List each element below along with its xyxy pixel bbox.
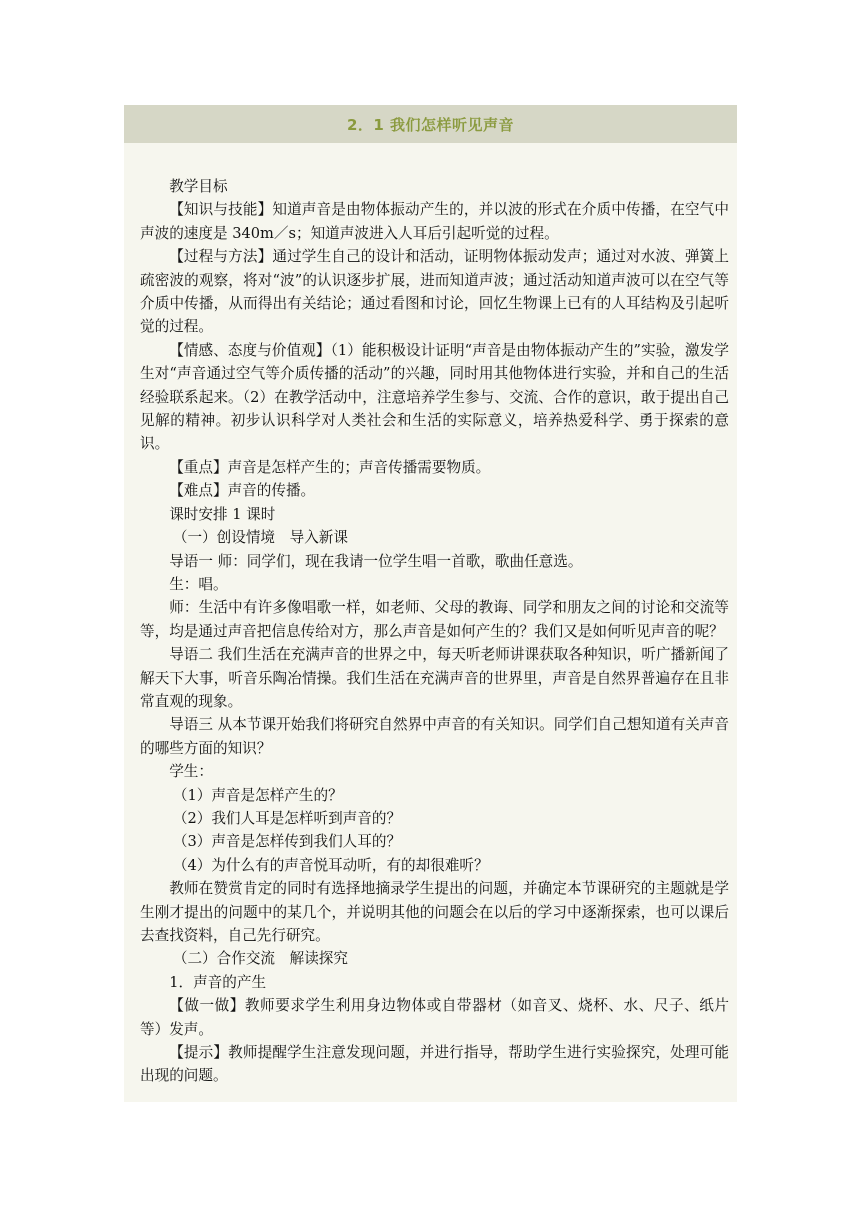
paragraph-students-label: 学生： bbox=[169, 763, 213, 781]
document-page bbox=[124, 105, 737, 1102]
subsection-heading-sound-production: 1．声音的产生 bbox=[169, 973, 267, 991]
paragraph-knowledge-skills: 【知识与技能】知道声音是由物体振动产生的，并以波的形式在介质中传播，在空气中声波的速度是 340m／s；知道声波进入人耳后引起听觉的过程。 bbox=[140, 201, 729, 242]
question-3: （3）声音是怎样传到我们人耳的？ bbox=[172, 833, 402, 851]
document-body bbox=[140, 175, 729, 1088]
paragraph-process-methods: 【过程与方法】通过学生自己的设计和活动，证明物体振动发声；通过对水波、弹簧上疏密波的观察，将对“波”的认识逐步扩展，进而知道声波；通过活动知道声波可以在空气等介质中传播，从而得出有关结论；通过看图和讨论，回忆生物课上已有的人耳结构及引起听觉的过程。 bbox=[140, 248, 729, 336]
paragraph-teacher-remark: 师：生活中有许多像唱歌一样，如老师、父母的教诲、同学和朋友之间的讨论和交流等等，均是通过声音把信息传给对方，那么声音是如何产生的？我们又是如何听见声音的呢？ bbox=[140, 599, 729, 640]
page-title: 2．1 我们怎样听见声音 bbox=[346, 115, 515, 134]
question-2: （2）我们人耳是怎样听到声音的？ bbox=[172, 809, 402, 827]
paragraph-teacher-summary: 教师在赞赏肯定的同时有选择地摘录学生提出的问题，并确定本节课研究的主题就是学生刚才提出的问题中的某几个，并说明其他的问题会在以后的学习中逐渐探索，也可以课后去查找资料，自己先行研究。 bbox=[140, 880, 729, 944]
paragraph-attitudes-values: 【情感、态度与价值观】（1）能积极设计证明“声音是由物体振动产生的”实验，激发学生对“声音通过空气等介质传播的活动”的兴趣，同时用其他物体进行实验，并和自己的生活经验联系起来。（2）在教学活动中，注意培养学生参与、交流、合作的意识，敢于提出自己见解的精神。初步认识科学对人类社会和生活的实际意义，培养热爱科学、勇于探索的意识。 bbox=[140, 341, 729, 453]
paragraph-intro-3: 导语三 从本节课开始我们将研究自然界中声音的有关知识。同学们自己想知道有关声音的哪些方面的知识？ bbox=[140, 716, 729, 757]
paragraph-key-points: 【重点】声音是怎样产生的；声音传播需要物质。 bbox=[169, 458, 491, 476]
paragraph-hint: 【提示】教师提醒学生注意发现问题，并进行指导，帮助学生进行实验探究，处理可能出现的问题。 bbox=[140, 1044, 729, 1085]
paragraph-intro-2: 导语二 我们生活在充满声音的世界之中，每天听老师讲课获取各种知识，听广播新闻了解天下大事，听音乐陶冶情操。我们生活在充满声音的世界里，声音是自然界普遍存在且非常直观的现象。 bbox=[140, 646, 729, 710]
paragraph-student-sings: 生：唱。 bbox=[169, 575, 228, 593]
question-4: （4）为什么有的声音悦耳动听，有的却很难听？ bbox=[172, 856, 489, 874]
paragraph-difficulties: 【难点】声音的传播。 bbox=[169, 482, 316, 500]
question-1: （1）声音是怎样产生的？ bbox=[172, 786, 343, 804]
paragraph-try-it: 【做一做】教师要求学生利用身边物体或自带器材（如音叉、烧杯、水、尺子、纸片等）发声。 bbox=[140, 997, 729, 1038]
section-heading-2: （二）合作交流 解读探究 bbox=[172, 950, 348, 968]
section-heading-1: （一）创设情境 导入新课 bbox=[172, 529, 348, 547]
paragraph-schedule: 课时安排 1 课时 bbox=[169, 505, 276, 523]
title-bar bbox=[124, 105, 737, 143]
paragraph-intro-1: 导语一 师：同学们，现在我请一位学生唱一首歌，歌曲任意选。 bbox=[169, 552, 583, 570]
paragraph-objectives-heading: 教学目标 bbox=[169, 178, 228, 195]
